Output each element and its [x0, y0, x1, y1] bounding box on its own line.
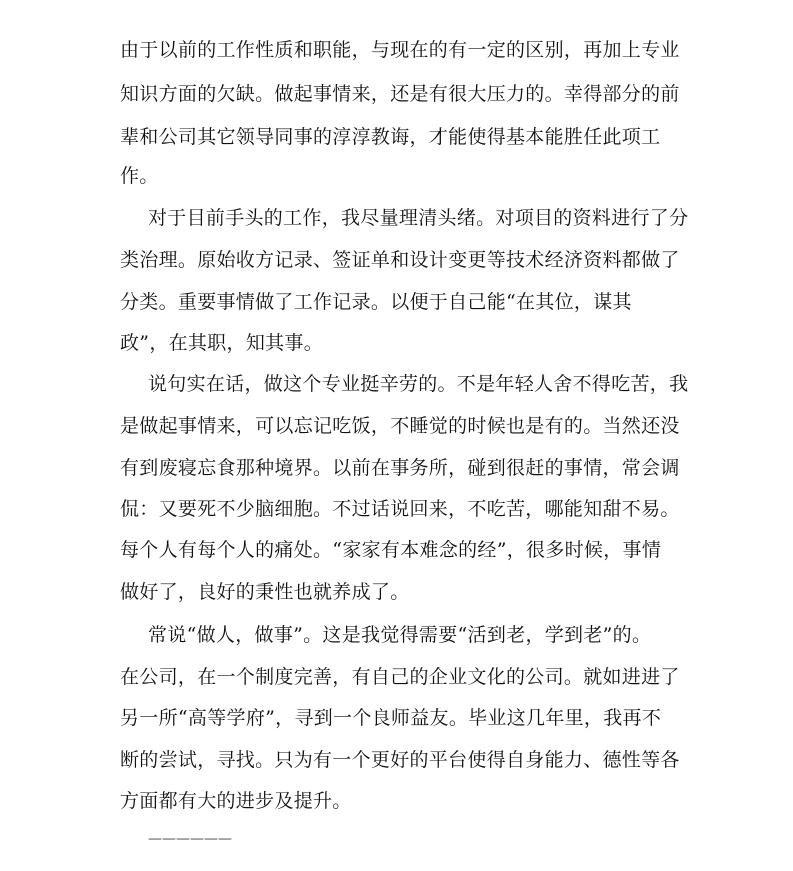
- paragraph-3-line-3: 有到废寝忘食那种境界。以前在事务所，碰到很赶的事情，常会调: [120, 457, 680, 479]
- footer-separator: ——————: [148, 831, 232, 847]
- paragraph-4-line-4: 断的尝试，寻找。只为有一个更好的平台使得自身能力、德性等各: [120, 749, 680, 771]
- paragraph-3-line-2: 是做起事情来，可以忘记吃饭，不睡觉的时候也是有的。当然还没: [120, 415, 680, 437]
- paragraph-1-line-4: 作。: [120, 165, 159, 187]
- paragraph-2-line-1: 对于目前手头的工作，我尽量理清头绪。对项目的资料进行了分: [148, 207, 689, 229]
- paragraph-4-line-5: 方面都有大的进步及提升。: [120, 790, 352, 812]
- paragraph-2-line-2: 类治理。原始收方记录、签证单和设计变更等技术经济资料都做了: [120, 249, 680, 271]
- paragraph-1-line-2: 知识方面的欠缺。做起事情来，还是有很大压力的。幸得部分的前: [120, 83, 680, 105]
- paragraph-1-line-1: 由于以前的工作性质和职能，与现在的有一定的区别，再加上专业: [120, 39, 680, 61]
- paragraph-2-line-3: 分类。重要事情做了工作记录。以便于自己能“在其位，谋其: [120, 291, 632, 313]
- paragraph-3-line-6: 做好了，良好的秉性也就养成了。: [120, 581, 410, 603]
- paragraph-4-line-2: 在公司，在一个制度完善，有自己的企业文化的公司。就如进进了: [120, 666, 680, 688]
- paragraph-4-line-3: 另一所“高等学府”，寻到一个良师益友。毕业这几年里，我再不: [120, 707, 662, 729]
- paragraph-3-line-4: 侃：又要死不少脑细胞。不过话说回来，不吃苦，哪能知甜不易。: [120, 498, 680, 520]
- paragraph-1-line-3: 辈和公司其它领导同事的淳淳教诲，才能使得基本能胜任此项工: [120, 126, 661, 148]
- paragraph-4-line-1: 常说“做人，做事”。这是我觉得需要“活到老，学到老”的。: [148, 624, 652, 646]
- paragraph-3-line-5: 每个人有每个人的痛处。“家家有本难念的经”，很多时候，事情: [120, 539, 662, 561]
- paragraph-2-line-4: 政”，在其职，知其事。: [120, 332, 324, 354]
- paragraph-3-line-1: 说句实在话，做这个专业挺辛劳的。不是年轻人舍不得吃苦，我: [148, 373, 689, 395]
